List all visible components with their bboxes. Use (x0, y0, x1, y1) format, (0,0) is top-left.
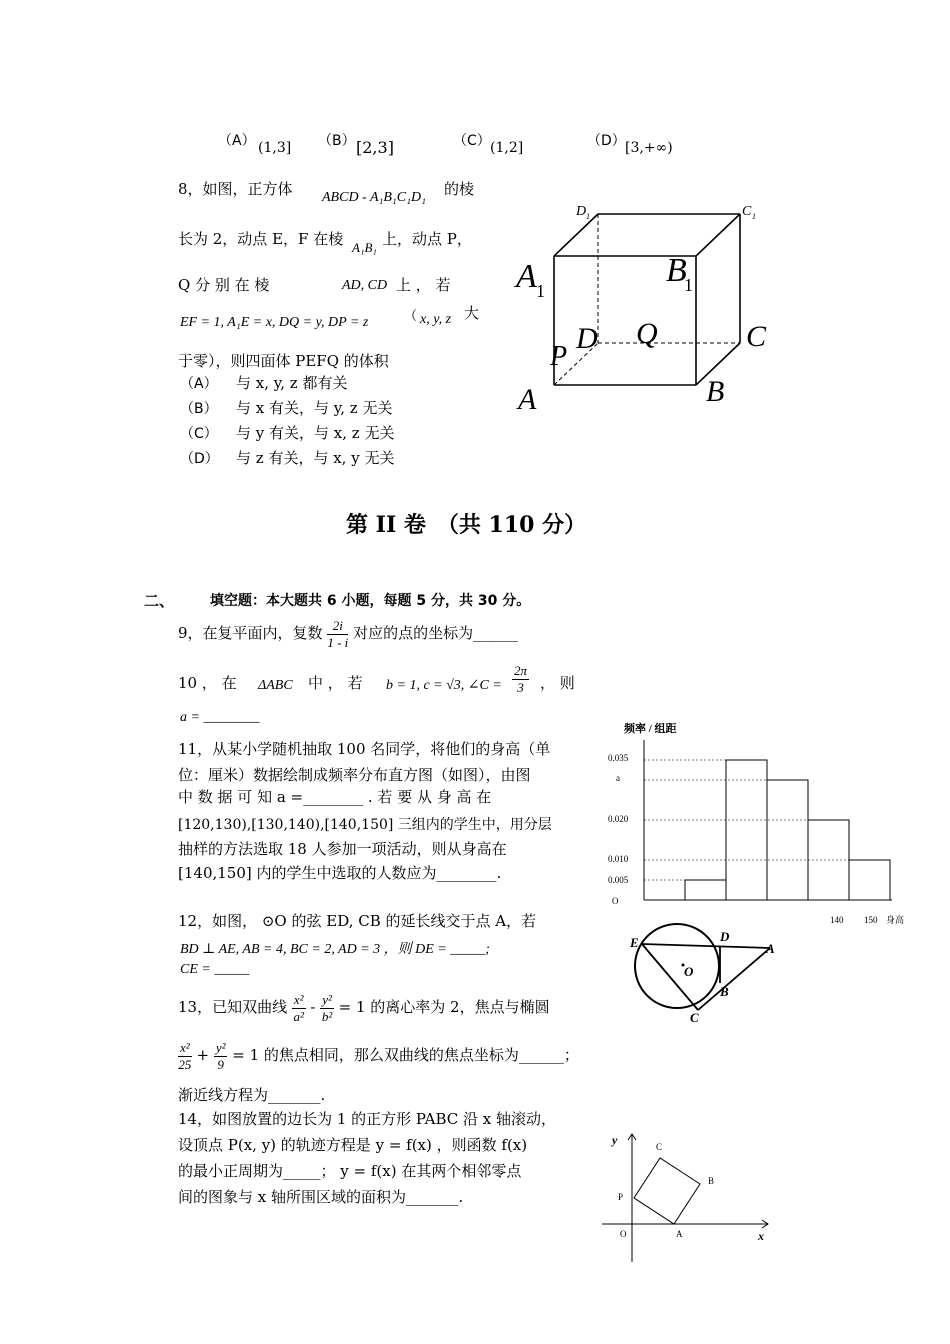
q7-option-a-value: (1,3] (258, 140, 292, 156)
q8-line1-a: 8，如图，正方体 (178, 180, 293, 198)
graph-label-o: O (620, 1229, 627, 1239)
q9-text-b: 对应的点的坐标为______ (353, 624, 519, 642)
hist-ytick-0010: 0.010 (608, 854, 629, 864)
q13-fraction-ellipse-y (214, 1040, 228, 1073)
q8-line3-a: Q 分 别 在 棱 (178, 276, 270, 294)
q13-f4-num: y² (215, 1039, 226, 1055)
q8-option-d-label: （D） (180, 451, 219, 467)
q8-line2-a: 长为 2，动点 E，F 在棱 (178, 230, 344, 248)
q7-option-a-label: （A） (218, 133, 256, 149)
q7-option-c-value: (1,2] (490, 140, 524, 156)
q8-line3-math: AD, CD (342, 278, 388, 293)
hist-bar-4 (849, 860, 890, 900)
hist-bar-1 (726, 760, 767, 900)
circle-label-b: B (720, 984, 729, 999)
cube-label-d1-sub: 1 (586, 212, 590, 221)
hist-ytick-0035: 0.035 (608, 753, 629, 763)
q13-plus: + (196, 1046, 210, 1064)
q13-fraction-y (320, 992, 334, 1025)
q13-fraction-x (292, 992, 306, 1025)
rolling-square-figure (598, 1130, 778, 1270)
q7-option-b-label: （B） (318, 133, 356, 149)
q12-line-3: CE = _____ (180, 962, 250, 977)
q9-numerator: 2i (327, 618, 348, 635)
section-2-number: 二、 (144, 592, 175, 610)
cube-label-a1: A (516, 258, 537, 295)
circle-figure (620, 920, 790, 1025)
circle-label-a: A (766, 941, 775, 956)
q8-line1-b: 的棱 (444, 180, 475, 198)
q10-math-conditions: b = 1, c = √3, ∠C = (386, 678, 502, 693)
hist-xlabel: 身高 (886, 915, 905, 925)
q8-option-a-label: （A） (180, 376, 218, 392)
graph-label-x: x (758, 1229, 764, 1243)
q13-line-3: 渐近线方程为_______. (178, 1086, 326, 1104)
graph-label-y: y (612, 1133, 618, 1147)
cube-label-b1-sub: 1 (684, 275, 693, 295)
q13-f2-num: y² (322, 991, 332, 1007)
section-2-title: 填空题：本大题共 6 小题，每题 5 分，共 30 分。 (210, 593, 531, 609)
cube-label-c1: C (742, 204, 752, 219)
q10-text-a: 10 ， 在 (178, 674, 237, 692)
hist-xtick-140: 140 (830, 915, 844, 925)
q12-line-2: BD ⊥ AE, AB = 4, BC = 2, AD = 3 ，则 DE = _____; (180, 942, 490, 957)
q13-fraction-ellipse-x (178, 1040, 192, 1073)
cube-label-a: A (518, 383, 537, 416)
cube-label-p: P (550, 341, 568, 372)
cube-label-d1: D (576, 204, 587, 219)
cube-label-c1-sub: 1 (752, 212, 756, 221)
q13-text-c: = 1 的焦点相同，那么双曲线的焦点坐标为______； (232, 1046, 579, 1064)
circle-label-e: E (630, 935, 639, 950)
q7-option-c-label: （C） (453, 133, 491, 149)
q9-fraction (327, 618, 348, 651)
part-2-title: 第 II 卷 （共 110 分） (346, 512, 587, 538)
hist-ytick-a: a (616, 773, 620, 783)
cube-label-c: C (746, 320, 767, 353)
q9-denominator: 1 - i (327, 634, 349, 650)
cube-label-d: D (576, 322, 598, 355)
cube-label-a1-sub: 1 (536, 281, 545, 301)
q8-option-d-text: 与 z 有关，与 x, y 无关 (236, 449, 395, 467)
hist-ytick-0020: 0.020 (608, 814, 629, 824)
q14-line-2: 设顶点 P(x, y) 的轨迹方程是 y = f(x) ，则函数 f(x) (178, 1136, 528, 1154)
q11-line-5: 抽样的方法选取 18 人参加一项活动，则从身高在 (178, 840, 507, 858)
q13-f1-den: a² (293, 1008, 304, 1024)
graph-label-b: B (708, 1176, 715, 1186)
q13-text-b: = 1 的离心率为 2，焦点与椭圆 (338, 998, 550, 1016)
q11-line-4: [120,130),[130,140),[140,150] 三组内的学生中，用分层 (178, 817, 552, 833)
q8-option-c-text: 与 y 有关，与 x, z 无关 (236, 424, 395, 442)
q13-minus: - (310, 998, 316, 1016)
q13-line-2 (178, 1036, 579, 1074)
q10-answer-line: a = ________ (180, 710, 260, 725)
q10-numerator: 2π (514, 663, 528, 678)
q11-line-1: 11，从某小学随机抽取 100 名同学，将他们的身高（单 (178, 740, 551, 758)
q10-text-c: ， 则 (540, 674, 575, 692)
graph-label-p: P (618, 1192, 624, 1202)
graph-label-c: C (656, 1142, 663, 1152)
q8-line1-math: ABCD - A₁B₁C₁D₁ (322, 190, 426, 205)
q13-line-1 (178, 988, 550, 1026)
circle-label-d: D (720, 929, 730, 944)
hist-bar-2 (767, 780, 808, 900)
hist-bar-0 (685, 880, 726, 900)
cube-label-b: B (706, 375, 725, 408)
q8-line4-math: EF = 1, A₁E = x, DQ = y, DP = z (180, 315, 369, 330)
q7-option-d-value: [3,+∞) (625, 140, 673, 156)
q14-line-1: 14，如图放置的边长为 1 的正方形 PABC 沿 x 轴滚动， (178, 1110, 557, 1128)
q10-denominator: 3 (517, 680, 524, 695)
q10-math-triangle: ΔABC (258, 678, 293, 693)
q7-option-b-value: [2,3] (356, 138, 394, 157)
cube-label-q: Q (636, 317, 658, 350)
q8-line5: 于零），则四面体 PEFQ 的体积 (178, 352, 389, 370)
q8-option-a-text: 与 x, y, z 都有关 (236, 374, 348, 392)
q13-f3-num: x² (180, 1039, 190, 1055)
graph-label-a: A (676, 1229, 683, 1239)
q8-line2-math: A₁B₁ (352, 240, 377, 255)
q13-f3-den: 25 (178, 1056, 192, 1072)
q13-f2-den: b² (321, 1008, 333, 1024)
q12-line-1: 12，如图， ⊙O 的弦 ED, CB 的延长线交于点 A，若 (178, 912, 537, 930)
q8-option-c-label: （C） (180, 426, 218, 442)
q8-option-b-label: （B） (180, 401, 218, 417)
q14-line-3: 的最小正周期为_____； y = f(x) 在其两个相邻零点 (178, 1162, 522, 1180)
q8-line4-c: 大 (464, 304, 480, 322)
hist-origin: O (612, 896, 619, 906)
q7-option-d-label: （D） (587, 133, 626, 149)
q11-line-6: [140,150] 内的学生中选取的人数应为________. (178, 864, 502, 882)
q10-fraction (512, 663, 529, 696)
q11-line-2: 位：厘米）数据绘制成频率分布直方图（如图），由图 (178, 766, 531, 784)
q8-line2-b: 上，动点 P， (382, 230, 472, 248)
hist-xtick-150: 150 (864, 915, 878, 925)
circle-label-c: C (690, 1010, 699, 1025)
q8-line4-b: （ (404, 309, 418, 324)
circle-label-o: O (684, 964, 694, 979)
question-9 (178, 613, 518, 653)
q14-line-4: 间的图象与 x 轴所围区域的面积为_______. (178, 1188, 464, 1206)
hist-ylabel: 频率 / 组距 (624, 723, 677, 735)
q11-line-3: 中 数 据 可 知 a =________ . 若 要 从 身 高 在 (178, 788, 492, 806)
cube-label-b1: B (666, 252, 687, 289)
q13-f1-num: x² (293, 991, 304, 1007)
q8-option-b-text: 与 x 有关，与 y, z 无关 (236, 399, 393, 417)
q8-line3-b: 上 ， 若 (396, 276, 451, 294)
hist-ytick-0005: 0.005 (608, 875, 629, 885)
q10-text-b: 中 ， 若 (308, 674, 363, 692)
cube-figure (510, 195, 780, 420)
frequency-histogram (600, 718, 920, 930)
q9-text-a: 9，在复平面内，复数 (178, 624, 323, 642)
q13-f4-den: 9 (217, 1056, 224, 1072)
q8-line4-math2: x, y, z (420, 312, 452, 327)
q13-text-a: 13，已知双曲线 (178, 998, 288, 1016)
